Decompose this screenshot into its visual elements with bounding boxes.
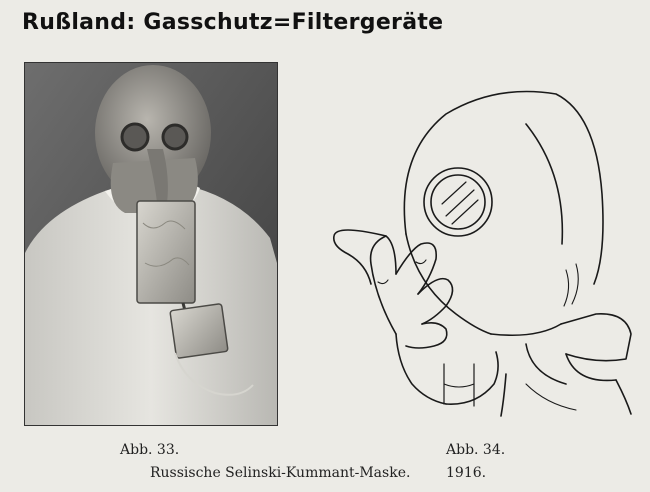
page-title: Rußland: Gasschutz=Filtergeräte: [22, 10, 444, 35]
figure-33-label: Abb. 33.: [120, 442, 180, 458]
figure-caption: Russische Selinski-Kummant-Maske.: [150, 465, 411, 481]
figure-year: 1916.: [446, 465, 487, 481]
gas-mask-photo-icon: [25, 63, 277, 425]
photo-figure-33: [24, 62, 278, 426]
gas-mask-drawing-icon: [326, 84, 638, 420]
figure-34-label: Abb. 34.: [446, 442, 506, 458]
